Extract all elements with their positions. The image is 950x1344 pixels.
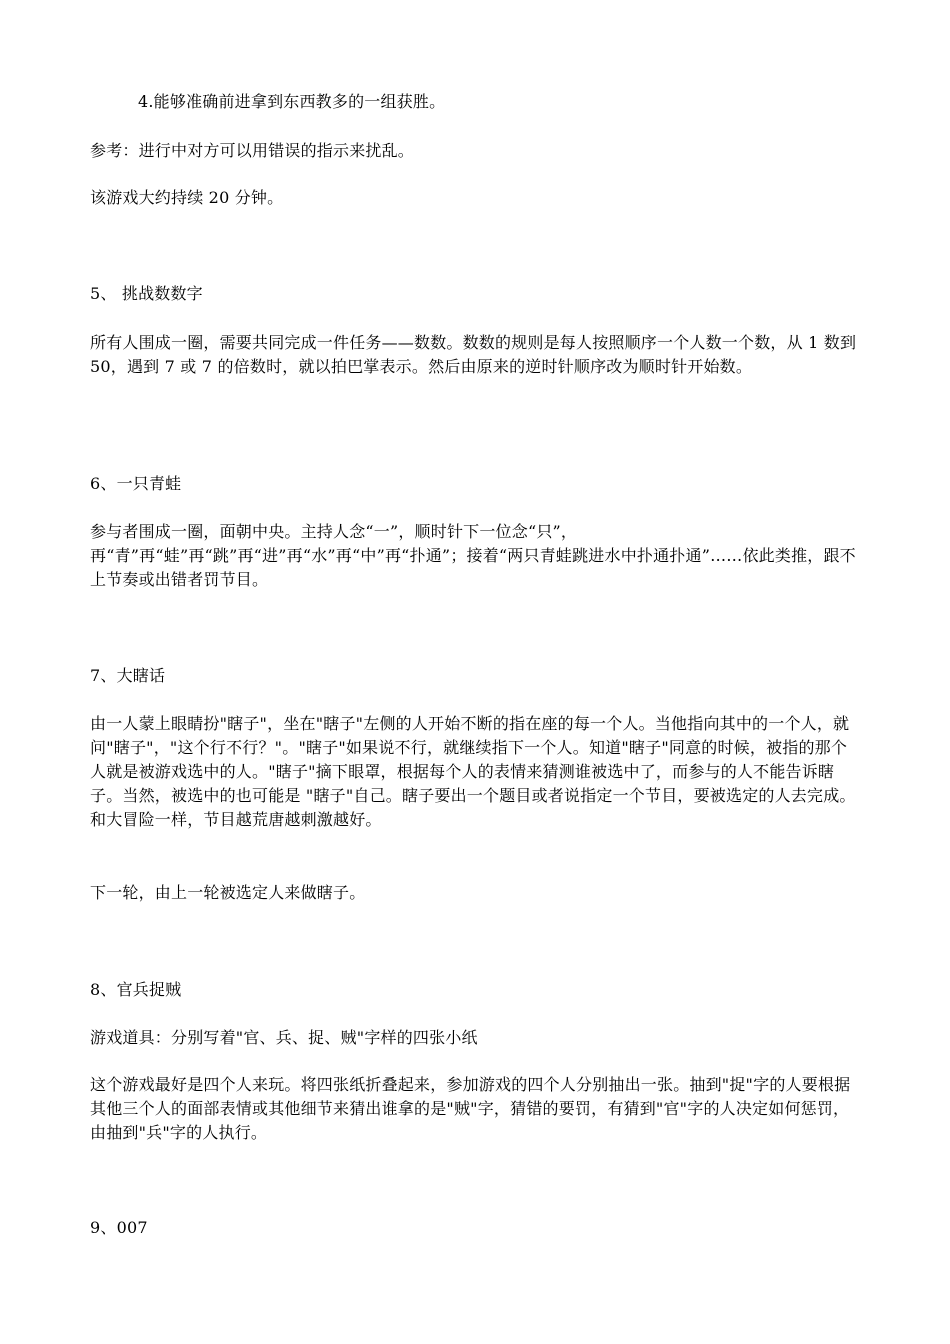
- rule-item-4: 4.能够准确前进拿到东西教多的一组获胜。: [138, 92, 446, 111]
- section-props-8: 游戏道具：分别写着"官、兵、捉、贼"字样的四张小纸: [90, 1028, 478, 1047]
- section-heading-5: 5、 挑战数数字: [90, 284, 203, 303]
- section-body-7: 由一人蒙上眼睛扮"瞎子"，坐在"瞎子"左侧的人开始不断的指在座的每一个人。当他指向其中的一个人，就问"瞎子"，"这个行不行？"。"瞎子"如果说不行，就继续指下一个人。知道"瞎子"同意的时候，被指的那个人就是被游戏选中的人。"瞎子"摘下眼罩，根据每个人的表情来猜测谁被选中了，而参与的人不能告诉瞎子。当然，被选中的也可能是 "瞎子"自己。瞎子要出一个题目或者说指定一个节目，要被选定的人去完成。和大冒险一样，节目越荒唐越刺激越好。: [90, 714, 856, 829]
- section-heading-7: 7、大瞎话: [90, 666, 166, 685]
- reference-note: 参考：进行中对方可以用错误的指示来扰乱。: [90, 141, 415, 160]
- section-body-5: 所有人围成一圈，需要共同完成一件任务——数数。数数的规则是每人按照顺序一个人数一个数，从 1 数到 50，遇到 7 或 7 的倍数时，就以拍巴掌表示。然后由原来的逆时针顺序改为顺时针开始数。: [90, 333, 857, 376]
- section-body-6: 参与者围成一圈，面朝中央。主持人念“一”，顺时针下一位念“只”，再“青”再“蛙”再“跳”再“进”再“水”再“中”再“扑通”；接着“两只青蛙跳进水中扑通扑通”……依此类推，跟不上节奏或出错者罚节目。: [90, 522, 856, 589]
- section-body-8: 这个游戏最好是四个人来玩。将四张纸折叠起来，参加游戏的四个人分别抽出一张。抽到"捉"字的人要根据其他三个人的面部表情或其他细节来猜出谁拿的是"贼"字，猜错的要罚，有猜到"官"字的人决定如何惩罚，由抽到"兵"字的人执行。: [90, 1075, 851, 1142]
- duration-note: 该游戏大约持续 20 分钟。: [90, 188, 284, 207]
- section-body-7-next-round: 下一轮，由上一轮被选定人来做瞎子。: [90, 883, 366, 902]
- section-heading-8: 8、官兵捉贼: [90, 980, 182, 999]
- section-heading-6: 6、一只青蛙: [90, 474, 182, 493]
- section-heading-9: 9、007: [90, 1218, 148, 1237]
